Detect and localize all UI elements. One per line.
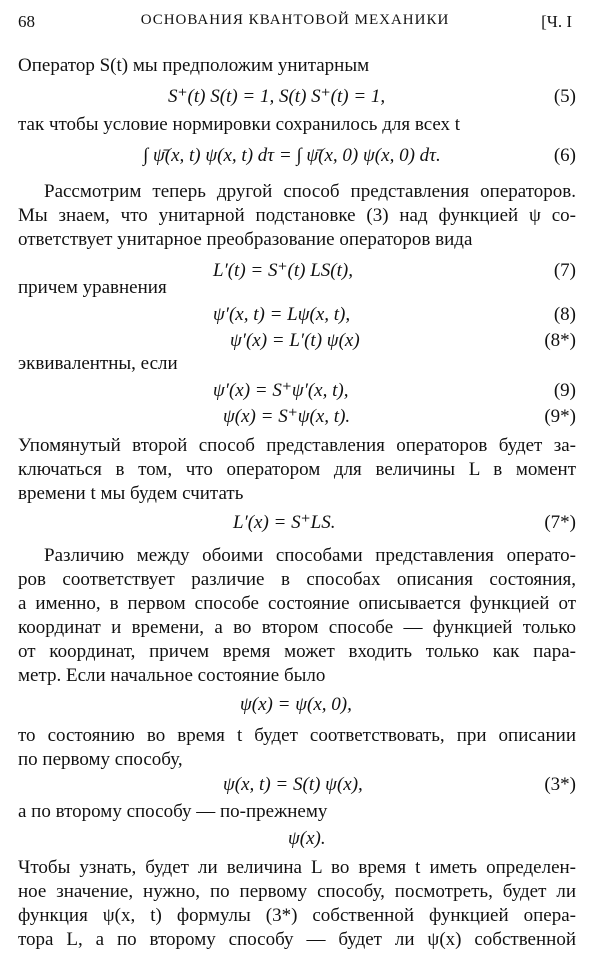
text-line: по первому способу, xyxy=(18,749,183,770)
equation-number: (8) xyxy=(553,304,576,325)
equation-number: (9) xyxy=(553,380,576,401)
text-line: Оператор S(t) мы предположим унитарным xyxy=(18,55,370,76)
formula: ψ(x, t) = S(t) ψ(x), xyxy=(223,774,363,795)
formula: ψ(x) = ψ(x, 0), xyxy=(240,694,352,715)
formula: ψ′(x) = L′(t) ψ(x) xyxy=(230,330,360,351)
text-line: Чтобы узнать, будет ли величина L во время t иметь определен- xyxy=(18,857,576,878)
formula: L′(x) = S⁺LS. xyxy=(233,512,336,533)
running-header xyxy=(18,8,572,38)
running-title: ОСНОВАНИЯ КВАНТОВОЙ МЕХАНИКИ xyxy=(140,12,450,28)
text-line: то состоянию во время t будет соответствовать, при описании xyxy=(18,725,576,746)
text-line: Рассмотрим теперь другой способ представления операторов. xyxy=(44,181,576,202)
formula-line xyxy=(18,302,576,328)
equation-number: (5) xyxy=(553,86,576,107)
formula: ψ(x). xyxy=(288,828,326,849)
text-line: функция ψ(x, t) формулы (3*) собственной функцией опера- xyxy=(18,905,576,926)
equation-number: (6) xyxy=(553,145,576,166)
page-number: 68 xyxy=(18,12,35,31)
text-line: Различию между обоими способами представления операто- xyxy=(44,545,576,566)
formula-line xyxy=(18,826,576,852)
equation-number: (9*) xyxy=(544,406,576,427)
text-line: Упомянутый второй способ представления операторов будет за- xyxy=(18,435,576,456)
equation-number: (7) xyxy=(553,260,576,281)
formula-line xyxy=(18,328,576,354)
text-line: Мы знаем, что унитарной подстановке (3) над функцией ψ со- xyxy=(18,205,576,226)
part-label: [Ч. I xyxy=(541,12,572,31)
text-line: ров соответствует различие в способах описания состояния, xyxy=(18,569,576,590)
text-line: а по второму способу — по-прежнему xyxy=(18,801,328,822)
formula-line xyxy=(18,84,576,110)
formula-line xyxy=(18,772,576,798)
text-line: от координат, причем время может входить только как пара- xyxy=(18,641,576,662)
text-line: так чтобы условие нормировки сохранилось для всех t xyxy=(18,114,461,135)
text-line: а именно, в первом способе состояние описывается функцией от xyxy=(18,593,576,614)
formula: ψ(x) = S⁺ψ(x, t). xyxy=(223,406,351,427)
equation-number: (8*) xyxy=(544,330,576,351)
text-line: причем уравнения xyxy=(18,277,167,298)
formula: ψ′(x, t) = Lψ(x, t), xyxy=(213,304,351,325)
text-line: координат и времени, а во втором способе — функцией только xyxy=(18,617,576,638)
text-line: времени t мы будем считать xyxy=(18,483,244,504)
formula-line xyxy=(18,404,576,430)
text-line: ное значение, нужно, по первому способу, посмотреть, будет ли xyxy=(18,881,576,902)
formula: S⁺(t) S(t) = 1, S(t) S⁺(t) = 1, xyxy=(168,86,386,107)
formula: ∫ ψ̄(x, t) ψ(x, t) dτ = ∫ ψ̄(x, 0) ψ(x, 0) dτ. xyxy=(143,145,441,166)
text-line: метр. Если начальное состояние было xyxy=(18,665,326,686)
formula-line xyxy=(18,692,576,718)
text-line: ключаться в том, что оператором для величины L в момент xyxy=(18,459,576,480)
equation-number: (3*) xyxy=(544,774,576,795)
formula-line xyxy=(18,510,576,536)
text-line: ответствует унитарное преобразование операторов вида xyxy=(18,229,473,250)
formula-line xyxy=(18,143,576,169)
formula: L′(t) = S⁺(t) LS(t), xyxy=(213,260,353,281)
text-line: тора L, а по второму способу — будет ли ψ(x) собственной xyxy=(18,929,576,950)
formula-line xyxy=(18,378,576,404)
equation-number: (7*) xyxy=(544,512,576,533)
formula: ψ′(x) = S⁺ψ′(x, t), xyxy=(213,380,349,401)
text-line: эквивалентны, если xyxy=(18,353,178,374)
